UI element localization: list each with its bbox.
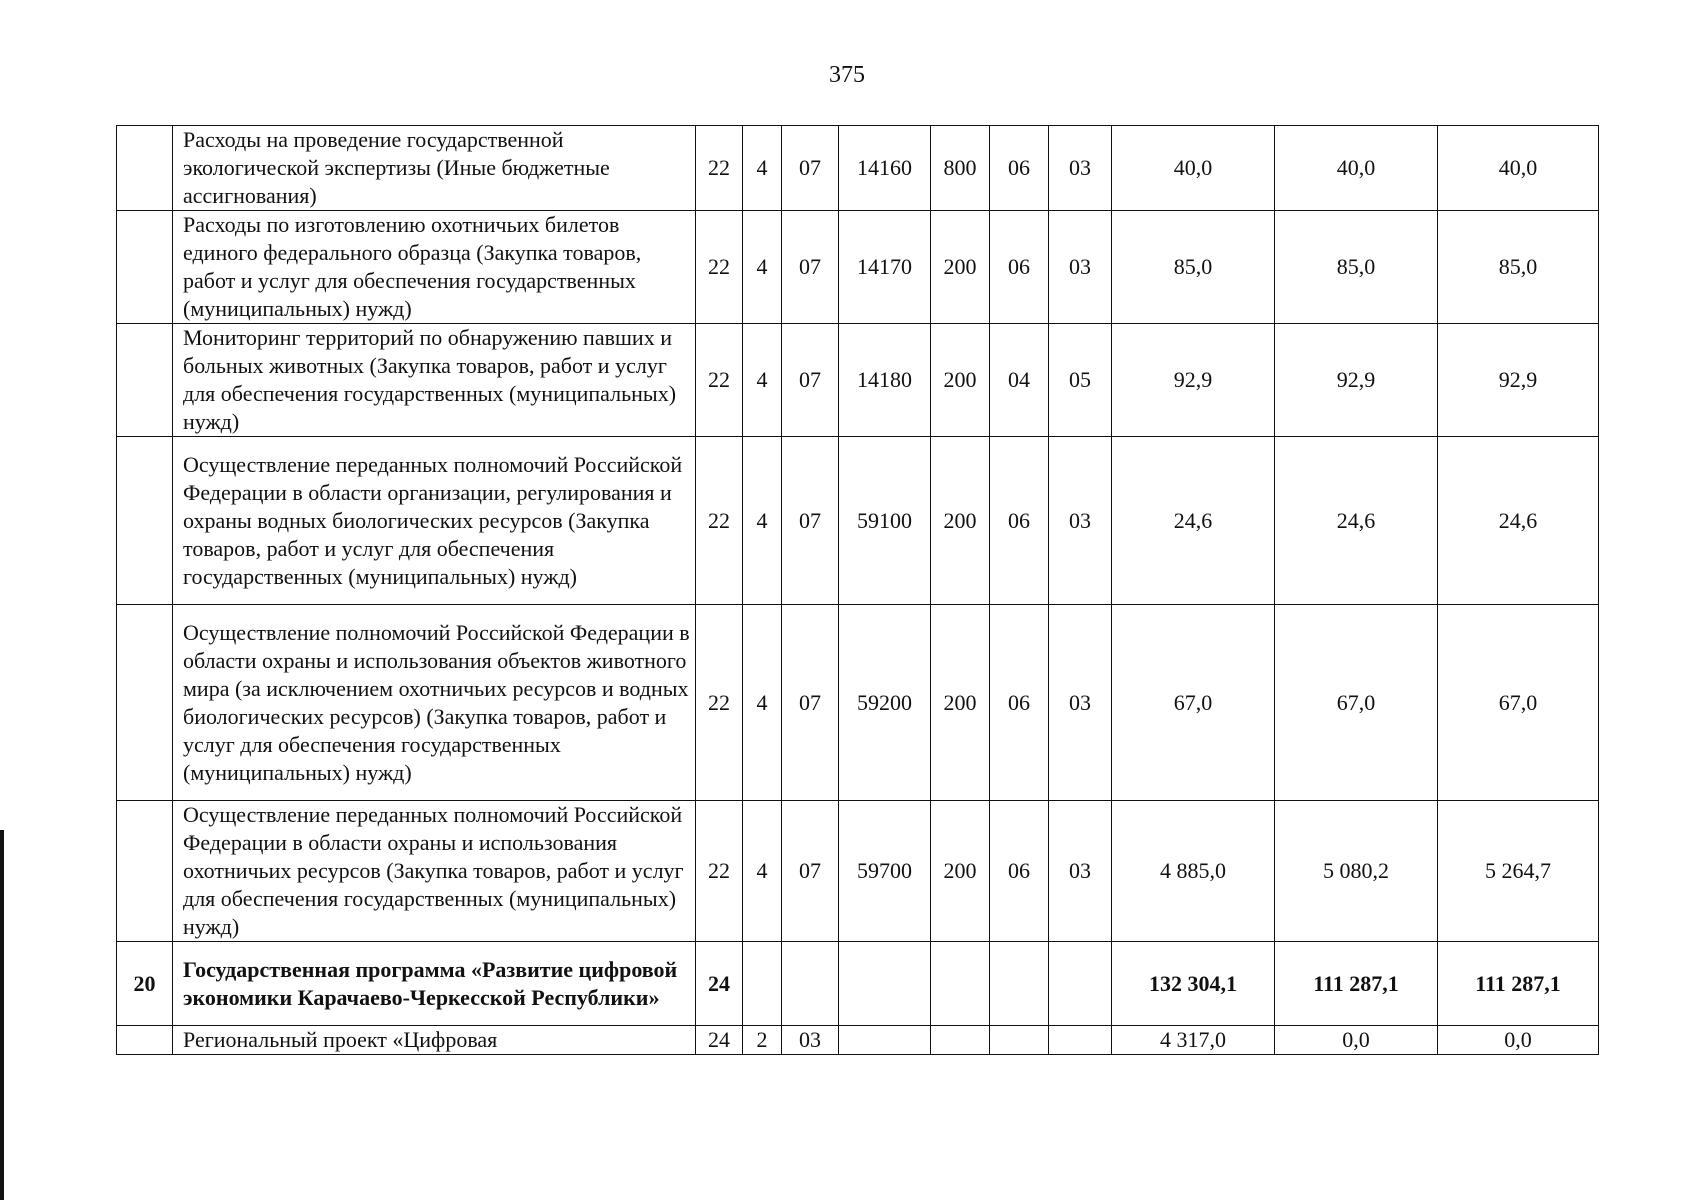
code-cell: 06 [990,437,1049,605]
row-description: Осуществление полномочий Российской Федерации в области охраны и использования объектов животного мира (за исключением охотничьих ресурсов и водных биологических ресурсов) (Закупка товаров, работ и услуг для обеспечения государственных (муниципальных) нужд) [173,605,696,801]
amount-cell: 67,0 [1275,605,1438,801]
table-body [117,126,1599,1055]
code-cell: 24 [696,942,743,1026]
code-cell [931,942,990,1026]
row-number [117,1026,173,1055]
row-number [117,211,173,324]
amount-cell: 24,6 [1112,437,1275,605]
code-cell: 04 [990,324,1049,437]
amount-cell: 92,9 [1112,324,1275,437]
amount-cell: 85,0 [1275,211,1438,324]
scan-edge-line [0,830,4,1200]
code-cell [1049,1026,1112,1055]
code-cell: 22 [696,437,743,605]
amount-cell: 111 287,1 [1275,942,1438,1026]
code-cell: 59100 [839,437,931,605]
amount-cell: 40,0 [1275,126,1438,211]
table-row [117,437,1599,605]
table-row [117,126,1599,211]
code-cell [839,942,931,1026]
row-number [117,437,173,605]
code-cell: 07 [782,801,839,942]
code-cell: 4 [743,126,782,211]
code-cell: 4 [743,801,782,942]
row-number [117,605,173,801]
amount-cell: 40,0 [1438,126,1599,211]
amount-cell: 0,0 [1275,1026,1438,1055]
table-row [117,211,1599,324]
code-cell: 03 [782,1026,839,1055]
code-cell: 06 [990,605,1049,801]
row-number: 20 [117,942,173,1026]
code-cell: 24 [696,1026,743,1055]
row-description: Мониторинг территорий по обнаружению павших и больных животных (Закупка товаров, работ и услуг для обеспечения государственных (муниципальных) нужд) [173,324,696,437]
code-cell [1049,942,1112,1026]
code-cell [990,942,1049,1026]
table-row [117,801,1599,942]
code-cell [782,942,839,1026]
amount-cell: 67,0 [1112,605,1275,801]
code-cell: 05 [1049,324,1112,437]
amount-cell: 92,9 [1275,324,1438,437]
code-cell: 4 [743,211,782,324]
budget-table [116,125,1599,1055]
code-cell [743,942,782,1026]
code-cell: 4 [743,605,782,801]
row-number [117,801,173,942]
code-cell: 59700 [839,801,931,942]
amount-cell: 85,0 [1438,211,1599,324]
code-cell: 200 [931,211,990,324]
code-cell [931,1026,990,1055]
code-cell: 03 [1049,437,1112,605]
amount-cell: 4 885,0 [1112,801,1275,942]
amount-cell: 5 264,7 [1438,801,1599,942]
code-cell: 2 [743,1026,782,1055]
code-cell: 06 [990,211,1049,324]
code-cell: 07 [782,211,839,324]
amount-cell: 24,6 [1438,437,1599,605]
code-cell: 07 [782,605,839,801]
code-cell: 03 [1049,211,1112,324]
amount-cell: 67,0 [1438,605,1599,801]
amount-cell: 4 317,0 [1112,1026,1275,1055]
code-cell: 14160 [839,126,931,211]
row-number [117,324,173,437]
amount-cell: 5 080,2 [1275,801,1438,942]
row-description: Расходы на проведение государственной экологической экспертизы (Иные бюджетные ассигнования) [173,126,696,211]
code-cell: 200 [931,801,990,942]
row-description: Региональный проект «Цифровая [173,1026,696,1055]
code-cell: 03 [1049,605,1112,801]
code-cell: 22 [696,126,743,211]
code-cell: 4 [743,437,782,605]
code-cell: 800 [931,126,990,211]
table-row [117,1026,1599,1055]
row-description: Осуществление переданных полномочий Российской Федерации в области охраны и использования охотничьих ресурсов (Закупка товаров, работ и услуг для обеспечения государственных (муниципальных) нужд) [173,801,696,942]
row-description: Осуществление переданных полномочий Российской Федерации в области организации, регулирования и охраны водных биологических ресурсов (Закупка товаров, работ и услуг для обеспечения государственных (муниципальных) нужд) [173,437,696,605]
amount-cell: 92,9 [1438,324,1599,437]
page-number: 375 [829,62,865,88]
code-cell: 22 [696,801,743,942]
code-cell: 59200 [839,605,931,801]
code-cell: 200 [931,324,990,437]
amount-cell: 85,0 [1112,211,1275,324]
code-cell: 07 [782,437,839,605]
code-cell: 22 [696,605,743,801]
table-row [117,605,1599,801]
code-cell: 06 [990,801,1049,942]
code-cell: 03 [1049,126,1112,211]
amount-cell: 24,6 [1275,437,1438,605]
row-description: Государственная программа «Развитие цифровой экономики Карачаево-Черкесской Республики» [173,942,696,1026]
code-cell: 200 [931,605,990,801]
table-row [117,324,1599,437]
amount-cell: 132 304,1 [1112,942,1275,1026]
amount-cell: 111 287,1 [1438,942,1599,1026]
row-number [117,126,173,211]
program-row [117,942,1599,1026]
code-cell: 07 [782,126,839,211]
code-cell: 22 [696,211,743,324]
code-cell: 4 [743,324,782,437]
row-description: Расходы по изготовлению охотничьих билетов единого федерального образца (Закупка товаров, работ и услуг для обеспечения государственных (муниципальных) нужд) [173,211,696,324]
code-cell: 06 [990,126,1049,211]
code-cell: 200 [931,437,990,605]
amount-cell: 0,0 [1438,1026,1599,1055]
code-cell [839,1026,931,1055]
code-cell: 14180 [839,324,931,437]
code-cell: 22 [696,324,743,437]
amount-cell: 40,0 [1112,126,1275,211]
code-cell: 03 [1049,801,1112,942]
code-cell: 14170 [839,211,931,324]
code-cell: 07 [782,324,839,437]
code-cell [990,1026,1049,1055]
